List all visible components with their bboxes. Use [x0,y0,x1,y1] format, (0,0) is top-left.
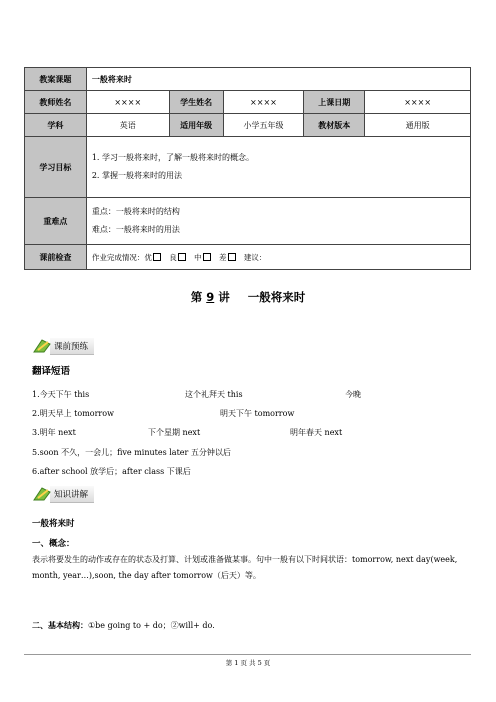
topic-label: 教案课题 [25,68,87,91]
grade-value: 小学五年级 [223,114,304,137]
names-row [25,91,471,114]
grade-label: 适用年级 [169,114,223,137]
footer-divider [24,654,471,655]
page-footer: 第 1 页 共 5 页 [225,659,271,667]
concept-text: 表示将要发生的动作或存在的状态及打算、计划或准备做某事。句中一般有以下时间状语：tomorrow, next day(week, month, year…),soon, the day after tomorrow（后天）等。 [32,555,458,580]
key-points-label: 重难点 [25,198,87,245]
subject-value: 英语 [86,114,169,137]
concept-heading: 一、概念： [32,539,75,549]
lesson-suffix: 讲 [218,290,230,304]
homework-status-label: 作业完成情况：优 [91,252,152,262]
lesson-prefix: 第 [190,290,203,304]
goals-value [86,137,470,198]
suggestion-label: 建议： [243,252,267,262]
goals-label: 学习目标 [25,137,87,198]
phrase-6: 6.after school 放学后；after class 下课后 [32,467,191,476]
key-points-row [25,198,471,245]
structure-heading: 二、基本结构： [32,621,88,630]
phrase-1c: 今晚 [345,390,361,399]
edition-label: 教材版本 [304,114,365,137]
key-point-line: 重点：一般将来时的结构 [91,207,180,216]
date-value: ×××× [365,91,471,114]
lesson-name: 一般将来时 [247,290,306,304]
precheck-label: 课前检查 [25,245,87,270]
phrase-2a: 2.明天早上 tomorrow [32,409,114,418]
phrase-3c: 明年春天 next [290,428,343,437]
precheck-row [25,245,471,270]
date-label: 上课日期 [304,91,365,114]
teacher-label: 教师姓名 [25,91,87,114]
section-title: 一般将来时 [32,519,75,529]
difficulty-line: 难点：一般将来时的用法 [91,225,180,234]
poor-label: 差 [219,252,227,262]
phrase-5: 5.soon 不久，一会儿；five minutes later 五分钟以后 [32,448,231,457]
preview-badge-label: 课前预练 [50,338,94,355]
student-value: ×××× [223,91,304,114]
phrase-1a: 1.今天下午 this [32,390,90,399]
knowledge-badge [32,486,94,502]
key-points-value [86,198,470,245]
lesson-info-table [24,67,471,270]
teacher-value: ×××× [86,91,169,114]
phrase-3b: 下个星期 next [148,428,201,437]
leaf-pencil-icon [32,338,54,354]
subject-label: 学科 [25,114,87,137]
translate-heading: 翻译短语 [32,366,71,377]
phrase-1b: 这个礼拜天 this [185,390,243,399]
good-checkbox[interactable] [178,253,186,261]
topic-value: 一般将来时 [86,68,470,91]
knowledge-badge-label: 知识讲解 [50,486,94,503]
edition-value: 通用版 [365,114,471,137]
phrase-2b: 明天下午 tomorrow [220,409,295,418]
subject-row [25,114,471,137]
lesson-title [0,289,496,305]
precheck-value [86,245,470,270]
topic-row [25,68,471,91]
leaf-pencil-icon [32,486,54,502]
goals-row [25,137,471,198]
medium-label: 中 [194,252,202,262]
student-label: 学生姓名 [169,91,223,114]
goal-line-1: 1. 学习一般将来时，了解一般将来时的概念。 [91,153,255,162]
preview-badge [32,338,94,354]
lesson-number: 9 [206,290,215,304]
structure-text: ①be going to + do；②will+ do. [88,621,215,630]
good-label: 良 [169,252,177,262]
medium-checkbox[interactable] [203,253,211,261]
poor-checkbox[interactable] [228,253,236,261]
excellent-checkbox[interactable] [153,253,161,261]
structure-line [32,620,215,631]
phrase-3a: 3.明年 next [32,428,76,437]
goal-line-2: 2. 掌握一般将来时的用法 [91,171,183,180]
